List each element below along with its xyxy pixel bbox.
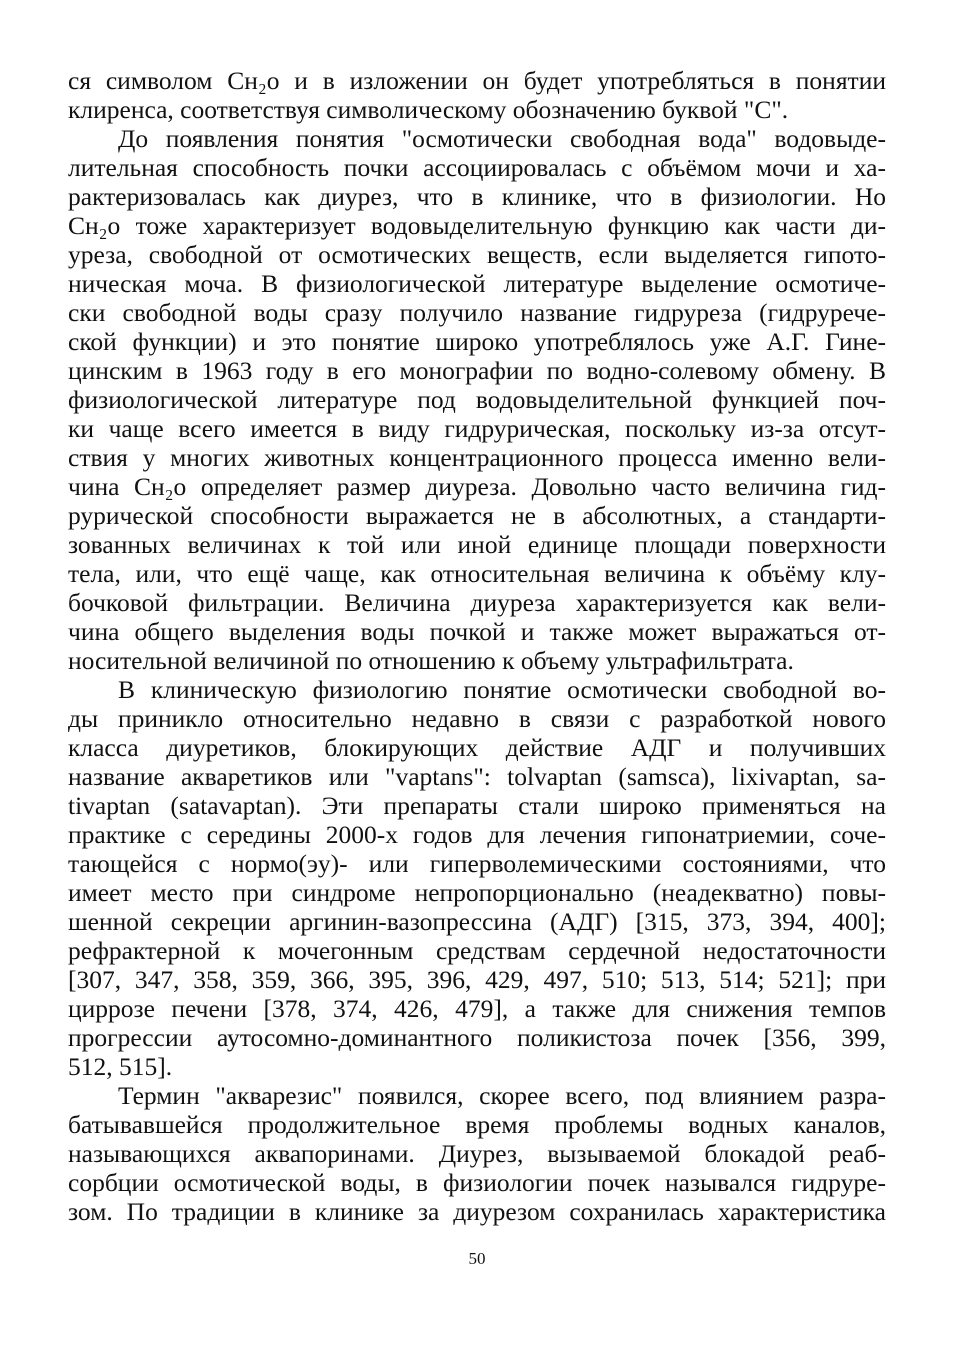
text-line: класса диуретиков, блокирующих действие АДГ и получивших: [68, 733, 886, 762]
text-line: клиренса, соответствуя символическому обозначению буквой "C".: [68, 95, 789, 124]
text-line: название акваретиков или "vaptans": tolvaptan (samsca), lixivaptan, sa-: [68, 762, 886, 791]
text-line: Cн₂о тоже характеризует водовыделительную функцию как части ди-: [68, 211, 886, 240]
text-line: tivaptan (satavaptan). Эти препараты стали широко применяться на: [68, 791, 886, 820]
text-line: ски свободной воды сразу получило название гидруреза (гидрурече-: [68, 298, 886, 327]
text-line: цинским в 1963 году в его монографии по водно-солевому обмену. В: [68, 356, 886, 385]
text-line: тела, или, что ещё чаще, как относительная величина к объёму клу-: [68, 559, 886, 588]
text-line: зом. По традиции в клинике за диурезом сохранилась характеристика: [68, 1197, 886, 1226]
text-line: чина Cн₂о определяет размер диуреза. Довольно часто величина гид-: [68, 472, 886, 501]
text-line: ды приникло относительно недавно в связи с разработкой нового: [68, 704, 886, 733]
text-line: чина общего выделения воды почкой и также может выражаться от-: [68, 617, 886, 646]
text-line: лительная способность почки ассоциировалась с объёмом мочи и ха-: [68, 153, 886, 182]
text-line: ническая моча. В физиологической литературе выделение осмотиче-: [68, 269, 886, 298]
text-line: уреза, свободной от осмотических веществ, если выделяется гипото-: [68, 240, 886, 269]
text-line: сорбции осмотической воды, в физиологии почек назывался гидруре-: [68, 1168, 886, 1197]
text-line: рефрактерной к мочегонным средствам сердечной недостаточности: [68, 936, 886, 965]
text-line: физиологической литературе под водовыделительной функцией поч-: [68, 385, 886, 414]
text-line: бочковой фильтрации. Величина диуреза характеризуется как вели-: [68, 588, 886, 617]
body-text: [68, 66, 886, 1226]
text-line: ки чаще всего имеется в виду гидрурическая, поскольку из-за отсут-: [68, 414, 886, 443]
text-line: практике с середины 2000-х годов для лечения гипонатриемии, соче-: [68, 820, 886, 849]
page-number: 50: [468, 1249, 486, 1268]
text-line: В клиническую физиологию понятие осмотически свободной во-: [118, 675, 886, 704]
text-line: ствия у многих животных концентрационного процесса именно вели-: [68, 443, 886, 472]
text-line: рактеризовалась как диурез, что в клинике, что в физиологии. Но: [68, 182, 886, 211]
text-line: тающейся с нормо(эу)- или гиперволемическими состояниями, что: [68, 849, 886, 878]
text-line: шенной секреции аргинин-вазопрессина (АДГ) [315, 373, 394, 400];: [68, 907, 886, 936]
text-line: 512, 515].: [68, 1052, 173, 1081]
text-line: [307, 347, 358, 359, 366, 395, 396, 429, 497, 510; 513, 514; 521]; при: [68, 965, 886, 994]
text-line: прогрессии аутосомно-доминантного поликистоза почек [356, 399,: [68, 1023, 886, 1052]
text-line: ся символом Cн₂о и в изложении он будет употребляться в понятии: [68, 66, 886, 95]
text-line: носительной величиной по отношению к объему ультрафильтрата.: [68, 646, 794, 675]
text-line: Термин "акварезис" появился, скорее всего, под влиянием разра-: [118, 1081, 886, 1110]
text-line: ской функции) и это понятие широко употреблялось уже А.Г. Гине-: [68, 327, 886, 356]
text-line: имеет место при синдроме непропорционально (неадекватно) повы-: [68, 878, 886, 907]
text-line: До появления понятия "осмотически свободная вода" водовыде-: [118, 124, 886, 153]
text-line: называющихся аквапоринами. Диурез, вызываемой блокадой реаб-: [68, 1139, 886, 1168]
text-line: батывавшейся продолжительное время проблемы водных каналов,: [68, 1110, 886, 1139]
text-line: циррозе печени [378, 374, 426, 479], а также для снижения темпов: [68, 994, 886, 1023]
text-line: рурической способности выражается не в абсолютных, а стандарти-: [68, 501, 886, 530]
text-line: зованных величинах к той или иной единице площади поверхности: [68, 530, 886, 559]
